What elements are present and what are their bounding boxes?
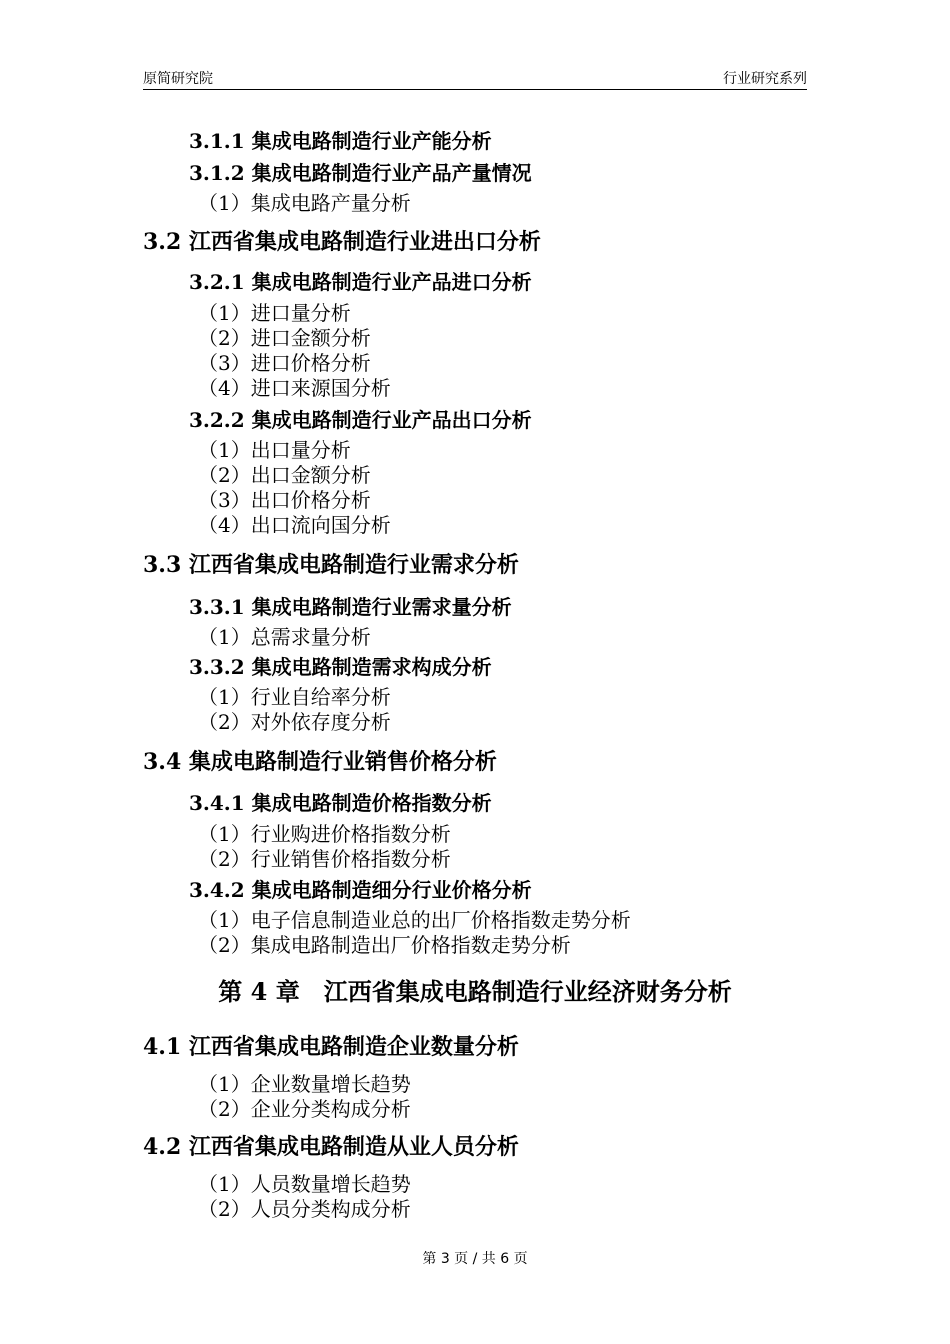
toc-item: （1）总需求量分析 — [198, 625, 371, 649]
page-number: 第 3 页 / 共 6 页 — [422, 1251, 528, 1267]
toc-item: （4）出口流向国分析 — [198, 513, 391, 537]
toc-item: （1）电子信息制造业总的出厂价格指数走势分析 — [198, 908, 631, 932]
toc-item: （1）集成电路产量分析 — [198, 191, 411, 215]
toc-item: （1）企业数量增长趋势 — [198, 1072, 411, 1096]
toc-subsection: 3.2.2 集成电路制造行业产品出口分析 — [189, 408, 532, 432]
toc-section: 4.1 江西省集成电路制造企业数量分析 — [143, 1034, 519, 1060]
toc-item: （1）行业购进价格指数分析 — [198, 822, 451, 846]
toc-item: （1）人员数量增长趋势 — [198, 1172, 411, 1196]
header-org: 原简研究院 — [143, 71, 213, 87]
chapter-title: 第 4 章 江西省集成电路制造行业经济财务分析 — [218, 977, 732, 1006]
toc-section: 4.2 江西省集成电路制造从业人员分析 — [143, 1134, 519, 1160]
toc-subsection: 3.1.2 集成电路制造行业产品产量情况 — [189, 161, 532, 185]
toc-subsection: 3.4.2 集成电路制造细分行业价格分析 — [189, 878, 532, 902]
toc-item: （1）出口量分析 — [198, 438, 351, 462]
toc-item: （2）进口金额分析 — [198, 326, 371, 350]
toc-section: 3.2 江西省集成电路制造行业进出口分析 — [143, 229, 541, 255]
toc-item: （4）进口来源国分析 — [198, 376, 391, 400]
toc-subsection: 3.2.1 集成电路制造行业产品进口分析 — [189, 270, 532, 294]
toc-item: （2）出口金额分析 — [198, 463, 371, 487]
toc-subsection: 3.3.1 集成电路制造行业需求量分析 — [189, 595, 512, 619]
toc-subsection: 3.3.2 集成电路制造需求构成分析 — [189, 655, 492, 679]
toc-subsection: 3.1.1 集成电路制造行业产能分析 — [189, 129, 492, 153]
header-series: 行业研究系列 — [723, 71, 807, 87]
toc-subsection: 3.4.1 集成电路制造价格指数分析 — [189, 791, 492, 815]
toc-item: （2）行业销售价格指数分析 — [198, 847, 451, 871]
toc-item: （1）行业自给率分析 — [198, 685, 391, 709]
toc-item: （2）企业分类构成分析 — [198, 1097, 411, 1121]
toc-section: 3.4 集成电路制造行业销售价格分析 — [143, 749, 497, 775]
header-divider — [143, 89, 807, 90]
toc-item: （2）人员分类构成分析 — [198, 1197, 411, 1221]
toc-item: （3）出口价格分析 — [198, 488, 371, 512]
toc-item: （2）对外依存度分析 — [198, 710, 391, 734]
toc-item: （2）集成电路制造出厂价格指数走势分析 — [198, 933, 571, 957]
toc-item: （1）进口量分析 — [198, 301, 351, 325]
toc-section: 3.3 江西省集成电路制造行业需求分析 — [143, 552, 519, 578]
toc-item: （3）进口价格分析 — [198, 351, 371, 375]
